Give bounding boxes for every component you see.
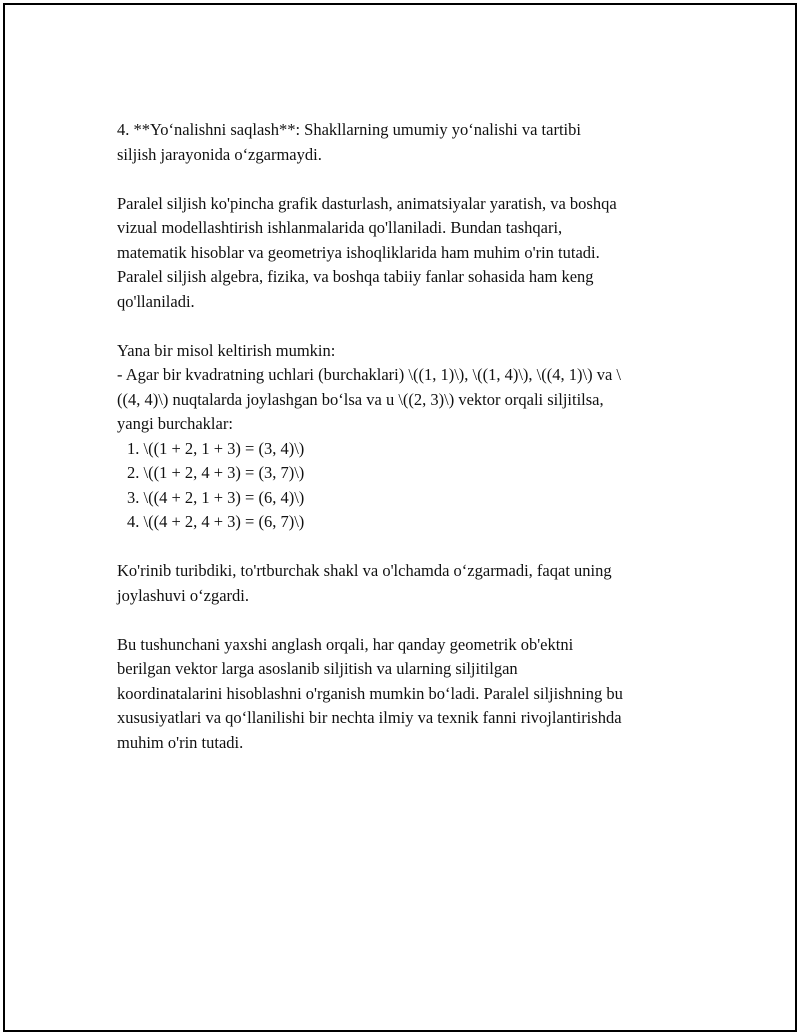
text-line: 4. **Yo‘nalishni saqlash**: Shakllarning umumiy yo‘nalishi va tartibi [117,120,581,139]
text-line: qo'llaniladi. [117,291,195,311]
text-line: berilgan vektor larga asoslanib siljitish va ularning siljitilgan [117,659,518,678]
text-line: - Agar bir kvadratning uchlari (burchaklari) \((1, 1)\), \((1, 4)\), \((4, 1)\) va \ [117,365,621,384]
paragraph-summary [117,633,687,756]
paragraph-orientation-preservation [117,118,687,167]
text-line: siljish jarayonida o‘zgarmaydi. [117,144,322,164]
text-line: yangi burchaklar: [117,414,233,433]
document-body [117,118,687,780]
text-line: Ko'rinib turibdiki, to'rtburchak shakl va o'lchamda o‘zgarmadi, faqat uning [117,561,612,580]
list-item: 3. \((4 + 2, 1 + 3) = (6, 4)\) [127,487,305,507]
list-item: 2. \((1 + 2, 4 + 3) = (3, 7)\) [127,463,305,482]
text-line: Paralel siljish ko'pincha grafik dasturlash, animatsiyalar yaratish, va boshqa [117,193,617,213]
text-line: joylashuvi o‘zgardi. [117,585,249,605]
text-line: Yana bir misol keltirish mumkin: [117,340,336,360]
text-line: xususiyatlari va qo‘llanilishi bir nechta ilmiy va texnik fanni rivojlantirishda [117,708,622,727]
text-line: Bu tushunchani yaxshi anglash orqali, har qanday geometrik ob'ektni [117,634,574,654]
text-line: matematik hisoblar va geometriya ishoqliklarida ham muhim o'rin tutadi. [117,242,600,262]
corner-list [117,437,687,535]
text-line: ((4, 4)\) nuqtalarda joylashgan bo‘lsa va u \((2, 3)\) vektor orqali siljitilsa, [117,389,604,409]
text-line: muhim o'rin tutadi. [117,732,244,752]
list-item: 4. \((4 + 2, 4 + 3) = (6, 7)\) [127,512,305,531]
paragraph-applications [117,192,687,315]
text-line: koordinatalarini hisoblashni o'rganish mumkin bo‘ladi. Paralel siljishning bu [117,683,623,703]
text-line: vizual modellashtirish ishlanmalarida qo'llaniladi. Bundan tashqari, [117,218,563,237]
list-item: 1. \((1 + 2, 1 + 3) = (3, 4)\) [127,438,305,458]
paragraph-example [117,339,687,535]
text-line: Paralel siljish algebra, fizika, va boshqa tabiiy fanlar sohasida ham keng [117,267,594,286]
paragraph-conclusion-shape [117,559,687,608]
